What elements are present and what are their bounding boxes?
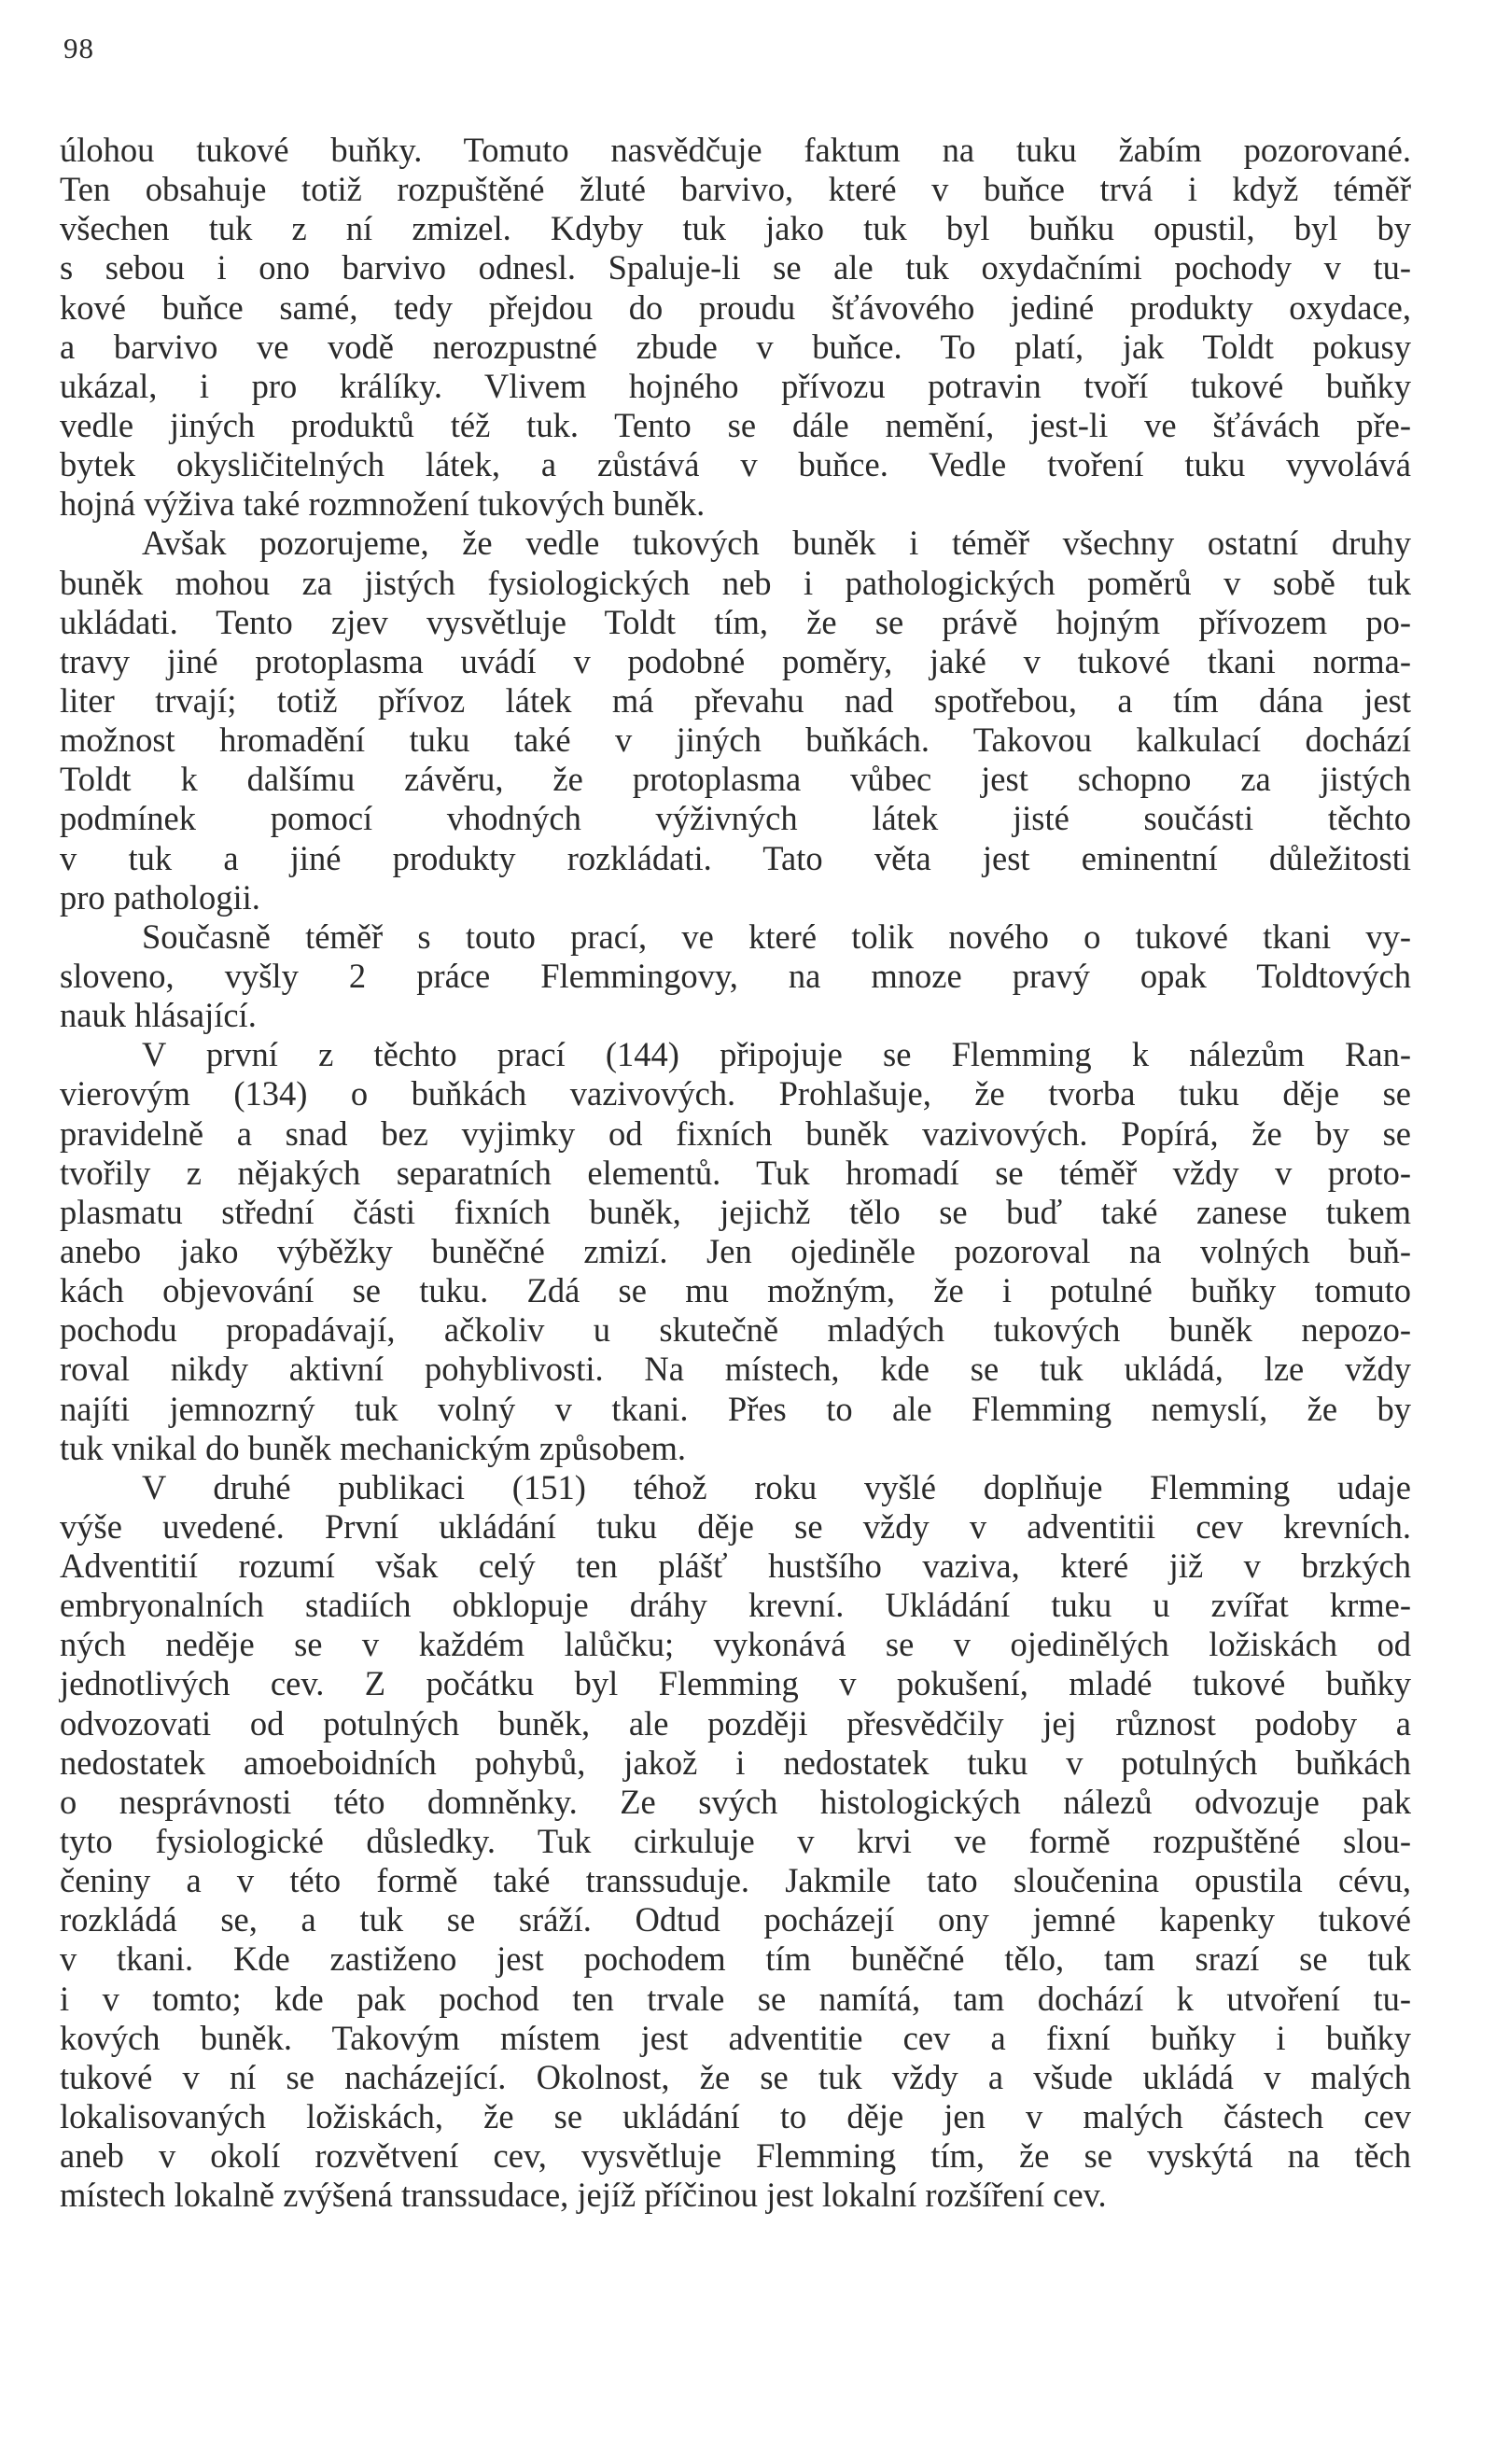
text-line: rozkládá se, a tuk se sráží. Odtud pocházejí ony jemné kapenky tukové (60, 1900, 1411, 1939)
paragraph (60, 917, 1411, 1035)
text-line: sloveno, vyšly 2 práce Flemmingovy, na mnoze pravý opak Toldtových (60, 956, 1411, 995)
text-line: podmínek pomocí vhodných výživných látek jisté součásti těchto (60, 799, 1411, 838)
text-line: pochodu propadávají, ačkoliv u skutečně mladých tukových buněk nepozo- (60, 1310, 1411, 1350)
text-line: hojná výživa také rozmnožení tukových buněk. (60, 484, 706, 524)
text-line: kách objevování se tuku. Zdá se mu možným, že i potulné buňky tomuto (60, 1271, 1411, 1310)
text-line: kové buňce samé, tedy přejdou do proudu šťávového jediné produkty oxydace, (60, 287, 1411, 327)
text-line: anebo jako výběžky buněčné zmizí. Jen ojediněle pozoroval na volných buň- (60, 1231, 1411, 1270)
text-line: Toldt k dalšímu závěru, že protoplasma vůbec jest schopno za jistých (60, 760, 1411, 799)
text-line: čeniny a v této formě také transsuduje. Jakmile tato sloučenina opustila cévu, (60, 1861, 1411, 1900)
text-line: v tkani. Kde zastiženo jest pochodem tím buněčné tělo, tam srazí se tuk (60, 1939, 1411, 1979)
text-line: tuk vnikal do buněk mechanickým způsobem. (60, 1428, 687, 1467)
text-line: i v tomto; kde pak pochod ten trvale se namítá, tam dochází k utvoření tu- (60, 1979, 1411, 2018)
paragraph (60, 1468, 1411, 2216)
text-line: místech lokalně zvýšená transsudace, jejíž příčinou jest lokalní rozšíření cev. (60, 2176, 1107, 2215)
text-line: travy jiné protoplasma uvádí v podobné poměry, jaké v tukové tkani norma- (60, 641, 1411, 680)
text-line: tukové v ní se nacházející. Okolnost, že se tuk vždy a všude ukládá v malých (60, 2057, 1411, 2096)
text-line: vedle jiných produktů též tuk. Tento se dále nemění, jest-li ve šťávách pře- (60, 405, 1411, 444)
text-line: ukládati. Tento zjev vysvětluje Toldt tím, že se právě hojným přívozem po- (60, 602, 1411, 641)
paragraph (60, 1035, 1411, 1468)
text-line: tyto fysiologické důsledky. Tuk cirkuluje v krvi ve formě rozpuštěné slou- (60, 1822, 1411, 1861)
text-line: jednotlivých cev. Z počátku byl Flemming v pokušení, mladé tukové buňky (60, 1664, 1411, 1703)
text-line: Současně téměř s touto prací, ve které tolik nového o tukové tkani vy- (142, 917, 1411, 956)
text-line: V první z těchto prací (144) připojuje se Flemming k nálezům Ran- (142, 1035, 1411, 1074)
page-number: 98 (63, 32, 94, 64)
text-line: Ten obsahuje totiž rozpuštěné žluté barvivo, které v buňce trvá i když téměř (60, 170, 1411, 209)
text-line: možnost hromadění tuku také v jiných buňkách. Takovou kalkulací dochází (60, 721, 1411, 760)
text-line: buněk mohou za jistých fysiologických neb i pathologických poměrů v sobě tuk (60, 563, 1411, 602)
text-line: všechen tuk z ní zmizel. Kdyby tuk jako tuk byl buňku opustil, byl by (60, 209, 1411, 248)
text-line: bytek okysličitelných látek, a zůstává v buňce. Vedle tvoření tuku vyvolává (60, 445, 1411, 484)
text-line: úlohou tukové buňky. Tomuto nasvědčuje faktum na tuku žabím pozorované. (60, 131, 1411, 169)
paragraph (60, 524, 1411, 917)
text-line: najíti jemnozrný tuk volný v tkani. Přes to ale Flemming nemyslí, že by (60, 1389, 1411, 1428)
text-line: V druhé publikaci (151) téhož roku vyšlé doplňuje Flemming udaje (142, 1467, 1411, 1506)
text-line: liter trvají; totiž přívoz látek má převahu nad spotřebou, a tím dána jest (60, 680, 1411, 720)
text-line: nauk hlásající. (60, 996, 257, 1035)
text-line: odvozovati od potulných buněk, ale později přesvědčily jej různost podoby a (60, 1703, 1411, 1743)
text-line: embryonalních stadiích obklopuje dráhy krevní. Ukládání tuku u zvířat krme- (60, 1586, 1411, 1625)
text-line: Adventitií rozumí však celý ten plášť hustšího vaziva, které již v brzkých (60, 1547, 1411, 1586)
text-line: vierovým (134) o buňkách vazivových. Prohlašuje, že tvorba tuku děje se (60, 1074, 1411, 1113)
text-line: lokalisovaných ložiskách, že se ukládání to děje jen v malých částech cev (60, 2097, 1411, 2136)
text-line: o nesprávnosti této domněnky. Ze svých histologických nálezů odvozuje pak (60, 1782, 1411, 1821)
text-line: s sebou i ono barvivo odnesl. Spaluje-li se ale tuk oxydačními pochody v tu- (60, 248, 1411, 287)
text-line: výše uvedené. První ukládání tuku děje se vždy v adventitii cev krevních. (60, 1506, 1411, 1546)
text-line: Avšak pozorujeme, že vedle tukových buněk i téměř všechny ostatní druhy (142, 524, 1411, 563)
paragraph (60, 131, 1411, 524)
text-line: tvořily z nějakých separatních elementů. Tuk hromadí se téměř vždy v proto- (60, 1153, 1411, 1192)
text-line: plasmatu střední části fixních buněk, jejichž tělo se buď také zanese tukem (60, 1192, 1411, 1231)
text-line: ukázal, i pro králíky. Vlivem hojného přívozu potravin tvoří tukové buňky (60, 366, 1411, 405)
body-text (60, 131, 1411, 2215)
text-line: pro pathologii. (60, 877, 260, 917)
text-line: a barvivo ve vodě nerozpustné zbude v buňce. To platí, jak Toldt pokusy (60, 327, 1411, 366)
text-line: v tuk a jiné produkty rozkládati. Tato věta jest eminentní důležitosti (60, 838, 1411, 877)
text-line: aneb v okolí rozvětvení cev, vysvětluje Flemming tím, že se vyskýtá na těch (60, 2136, 1411, 2176)
text-line: nedostatek amoeboidních pohybů, jakož i nedostatek tuku v potulných buňkách (60, 1743, 1411, 1782)
text-line: kových buněk. Takovým místem jest adventitie cev a fixní buňky i buňky (60, 2018, 1411, 2057)
text-line: pravidelně a snad bez vyjimky od fixních buněk vazivových. Popírá, že by se (60, 1113, 1411, 1153)
text-line: ných neděje se v každém lalůčku; vykonává se v ojedinělých ložiskách od (60, 1625, 1411, 1664)
text-line: roval nikdy aktivní pohyblivosti. Na místech, kde se tuk ukládá, lze vždy (60, 1350, 1411, 1389)
